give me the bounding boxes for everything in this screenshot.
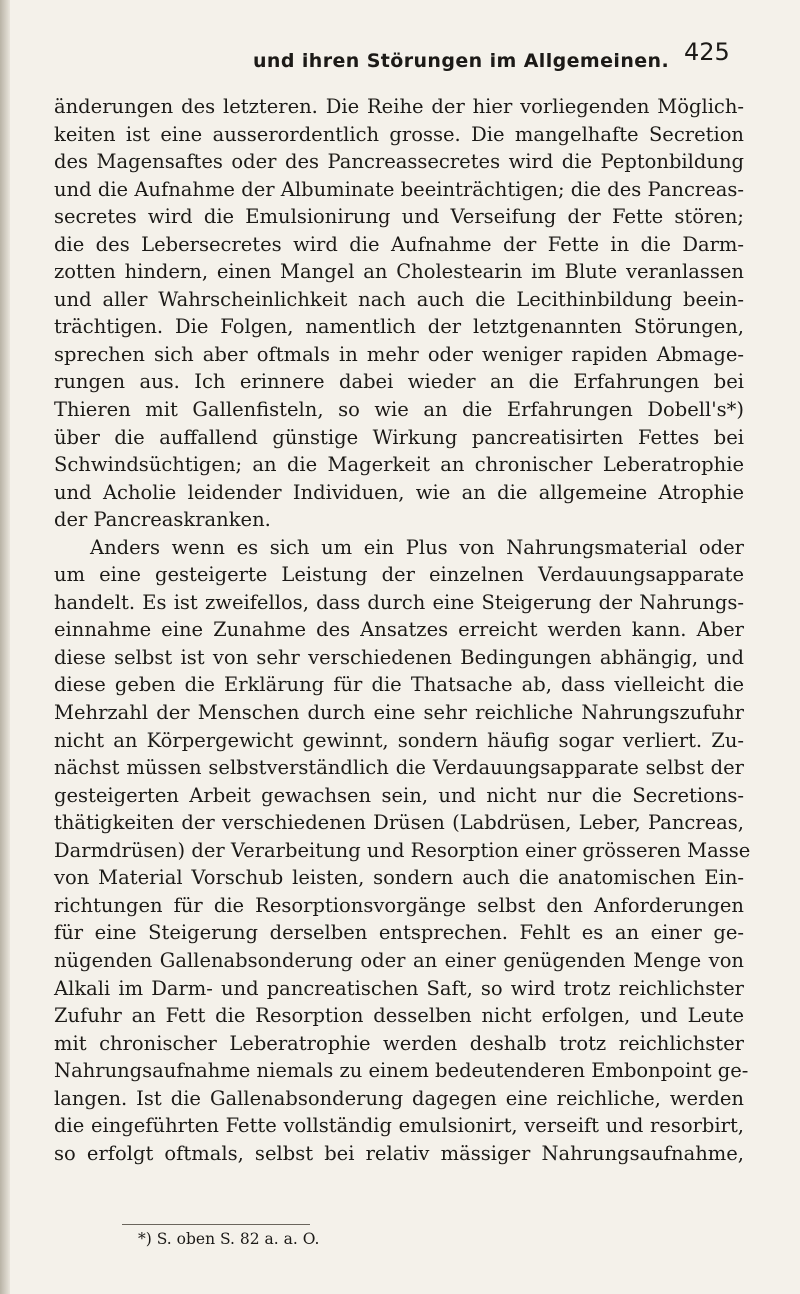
footnote-rule (122, 1224, 310, 1225)
text-line: Darmdrüsen) der Verarbeitung und Resorption einer grösseren Masse (54, 838, 751, 862)
text-line: secretes wird die Emulsionirung und Verseifung der Fette stören; (54, 205, 744, 229)
text-line: Nahrungsaufnahme niemals zu einem bedeutenderen Embonpoint ge- (54, 1059, 749, 1083)
text-line: und die Aufnahme der Albuminate beeinträchtigen; die des Pancreas- (54, 177, 744, 201)
text-line: nügenden Gallenabsonderung oder an einer genügenden Menge von (54, 948, 744, 972)
page-number: 425 (684, 38, 730, 66)
text-line: diese geben die Erklärung für die Thatsache ab, dass vielleicht die (54, 673, 744, 697)
text-line: trächtigen. Die Folgen, namentlich der letztgenannten Störungen, (54, 315, 744, 339)
text-line: rungen aus. Ich erinnere dabei wieder an die Erfahrungen bei (54, 370, 744, 394)
text-line: zotten hindern, einen Mangel an Cholestearin im Blute veranlassen (54, 260, 744, 284)
text-line: und Acholie leidender Individuen, wie an die allgemeine Atrophie (54, 480, 744, 504)
text-line: Zufuhr an Fett die Resorption desselben nicht erfolgen, und Leute (54, 1004, 744, 1028)
text-line: keiten ist eine ausserordentlich grosse. Die mangelhafte Secretion (54, 122, 744, 146)
running-head-title: und ihren Störungen im Allgemeinen. (253, 50, 670, 72)
text-line: Anders wenn es sich um ein Plus von Nahrungsmaterial oder (90, 535, 744, 559)
text-line: Schwindsüchtigen; an die Magerkeit an chronischer Leberatrophie (54, 453, 744, 477)
text-line: änderungen des letzteren. Die Reihe der hier vorliegenden Möglich- (54, 95, 744, 118)
text-line: der Pancreaskranken. (54, 508, 271, 532)
text-line: die eingeführten Fette vollständig emulsionirt, verseift und resorbirt, (54, 1114, 744, 1138)
text-line: einnahme eine Zunahme des Ansatzes erreicht werden kann. Aber (54, 618, 744, 642)
text-line: thätigkeiten der verschiedenen Drüsen (Labdrüsen, Leber, Pancreas, (54, 811, 744, 835)
text-line: so erfolgt oftmals, selbst bei relativ mässiger Nahrungsaufnahme, (54, 1141, 744, 1165)
text-line: Mehrzahl der Menschen durch eine sehr reichliche Nahrungszufuhr (54, 701, 744, 725)
text-line: für eine Steigerung derselben entsprechen. Fehlt es an einer ge- (54, 921, 744, 945)
text-line: sprechen sich aber oftmals in mehr oder weniger rapiden Abmage- (54, 342, 744, 366)
text-line: von Material Vorschub leisten, sondern auch die anatomischen Ein- (54, 866, 744, 890)
text-line: richtungen für die Resorptionsvorgänge selbst den Anforderungen (54, 893, 744, 917)
text-line: des Magensaftes oder des Pancreassecretes wird die Peptonbildung (54, 150, 744, 174)
text-line: über die auffallend günstige Wirkung pancreatisirten Fettes bei (54, 425, 744, 449)
text-line: nächst müssen selbstverständlich die Verdauungsapparate selbst der (54, 756, 744, 780)
text-line: um eine gesteigerte Leistung der einzelnen Verdauungsapparate (54, 563, 744, 587)
binding-edge (0, 0, 10, 1294)
text-line: nicht an Körpergewicht gewinnt, sondern häufig sogar verliert. Zu- (54, 728, 744, 752)
body-text (54, 93, 751, 1167)
text-line: gesteigerten Arbeit gewachsen sein, und nicht nur die Secretions- (54, 783, 744, 807)
text-line: diese selbst ist von sehr verschiedenen Bedingungen abhängig, und (54, 645, 744, 669)
text-line: handelt. Es ist zweifellos, dass durch eine Steigerung der Nahrungs- (54, 590, 744, 614)
footnote: *) S. oben S. 82 a. a. O. (138, 1230, 320, 1248)
running-head (0, 38, 800, 78)
text-line: Thieren mit Gallenfisteln, so wie an die Erfahrungen Dobell's*) (54, 398, 744, 422)
text-line: und aller Wahrscheinlichkeit nach auch die Lecithinbildung beein- (54, 287, 744, 311)
text-line: die des Lebersecretes wird die Aufnahme der Fette in die Darm- (54, 232, 744, 256)
text-line: mit chronischer Leberatrophie werden deshalb trotz reichlichster (54, 1031, 744, 1055)
text-line: langen. Ist die Gallenabsonderung dagegen eine reichliche, werden (54, 1086, 744, 1110)
text-line: Alkali im Darm- und pancreatischen Saft, so wird trotz reichlichster (54, 976, 744, 1000)
